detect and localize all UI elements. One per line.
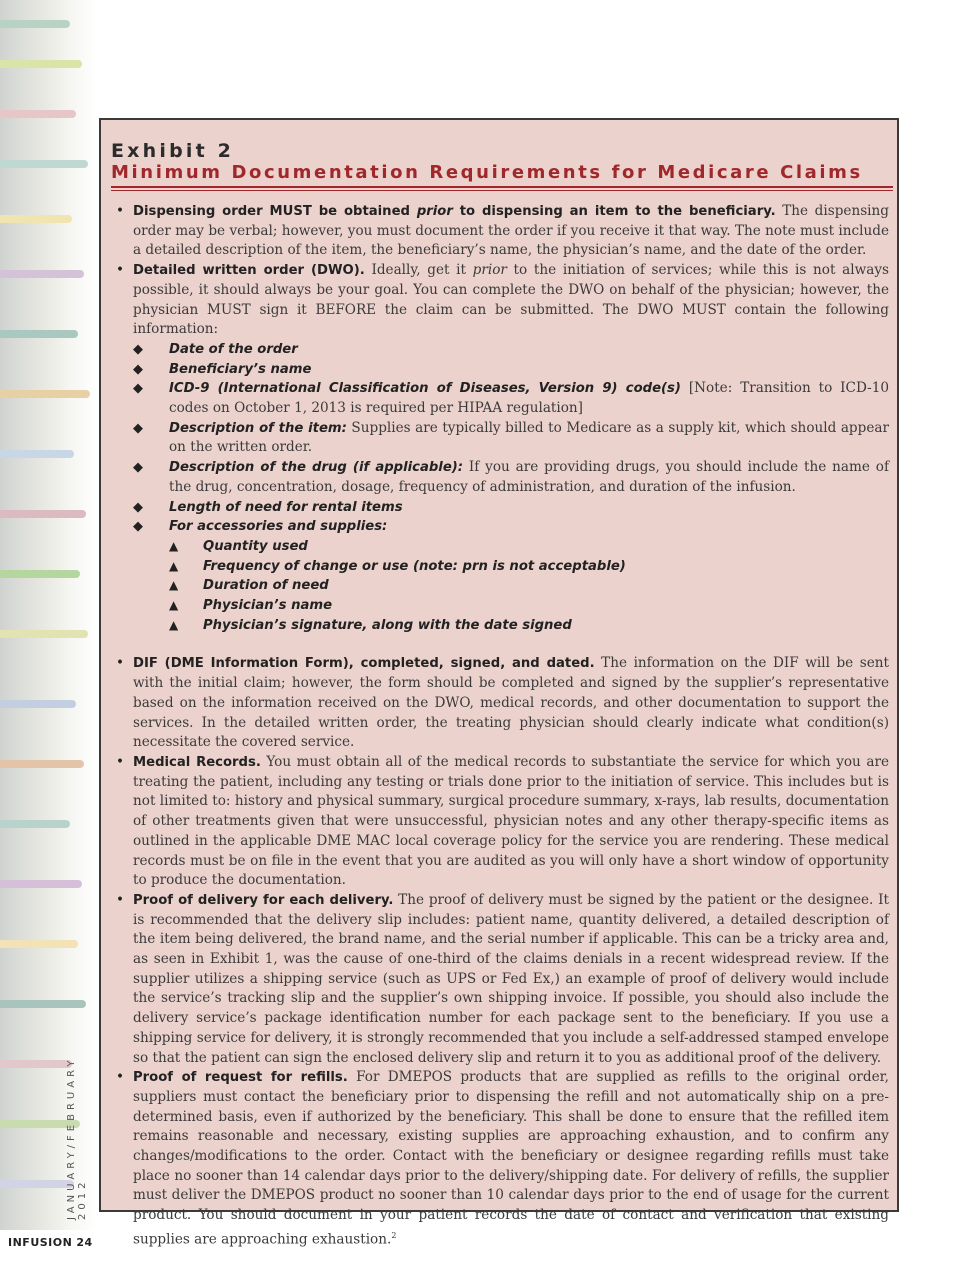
item-lead-emphasis: prior	[416, 204, 453, 219]
item-body: The proof of delivery must be signed by the patient or the designee. It is recommended that the delivery slip includes: patient name, quantity delivered, a detailed description of the item being delivered, the brand name, and the serial number if applicable. This can be a tricky area and, as seen in Exhibit 1, was the cause of one-third of the claims denials in a recent widespread review. If the supplier utilizes a shipping service (such as UPS or Fed Ex,) an example of proof of delivery would include the service’s tracking slip and the supplier’s own shipping invoice. If possible, you should also include the delivery service’s package identification number for each package sent to the beneficiary. If you use a shipping service for delivery, it is strongly recommended that you include a self-addressed stamped envelope so that the patient can sign the enclosed delivery slip and return it to you as additional proof of the delivery.	[133, 891, 890, 1066]
magazine-footer	[8, 1236, 93, 1249]
sub-item-label: ICD-9 (International Classification of Diseases, Version 9) code(s)	[169, 381, 681, 397]
item-body: You must obtain all of the medical records to substantiate the service for which you are treating the patient, including any testing or trials done prior to the initiation of service. This includes but is not limited to: history and physical summary, surgical procedure summary, x-rays, lab results, documentation of other treatments given that were unsuccessful, physician notes and any other therapy-specific items as outlined in the applicable DME MAC local coverage policy for the service you are rendering. These medical records must be on file in the event that you are audited as you will only have a short window of opportunity to produce the documentation.	[133, 753, 889, 889]
item-lead: to dispensing an item to the beneficiary.	[452, 204, 776, 219]
bullet-icon: •	[116, 203, 125, 219]
list-item-dif	[111, 654, 889, 753]
sub-item-label: Length of need for rental items	[169, 499, 403, 515]
item-lead: Detailed written order (DWO).	[133, 263, 365, 279]
item-body: For DMEPOS products that are supplied as refills to the original order, suppliers must contact the beneficiary prior to dispensing the refill and not automatically ship on a pre-determined basis, even if authorized by the beneficiary. This shall be done to ensure that the refilled item remains reasonable and necessary, existing supplies are approaching exhaustion, and to confirm any changes/modifications to the order. Contact with the beneficiary or designee regarding refills must take place no sooner than 14 calendar days prior to the delivery/shipping date. For delivery of refills, the supplier must deliver the DMEPOS product no sooner than 10 calendar days prior to the end of usage for the current product. You should document in your patient records the date of contact and verification that existing supplies are approaching exhaustion.	[133, 1069, 889, 1248]
sub-item-description-item	[111, 419, 889, 458]
sub-item-body: If you are providing drugs, you should include the name of the drug, concentration, dosage, frequency of administration, and duration of the infusion.	[169, 459, 890, 495]
item-lead: DIF (DME Information Form), completed, signed, and dated.	[133, 656, 595, 672]
sub-sub-item-label: Physician’s signature, along with the date signed	[203, 617, 572, 633]
sub-item-label: Beneficiary’s name	[169, 361, 312, 377]
exhibit-box	[99, 118, 899, 1248]
diamond-icon: ◆	[133, 499, 143, 515]
list-item-medical-records	[111, 753, 889, 891]
triangle-icon: ▲	[169, 598, 179, 613]
sub-sub-item-physician	[111, 596, 889, 616]
exhibit-number: Exhibit 2	[111, 140, 235, 162]
diamond-icon: ◆	[133, 341, 143, 357]
item-lead: Proof of request for refills.	[133, 1070, 348, 1086]
item-body: The dispensing order may be verbal; however, you must document the order if you receive it that way. The note must include a detailed description of the item, the beneficiary’s name, the physician’s name, and the date of the order.	[133, 203, 889, 259]
diamond-icon: ◆	[133, 420, 143, 436]
sub-item-length	[111, 498, 889, 518]
sub-item-label: Description of the drug (if applicable):	[169, 460, 464, 476]
item-lead: Dispensing order MUST be obtained	[133, 204, 417, 219]
issue-date: JANUARY/FEBRUARY 2012	[66, 1056, 88, 1220]
item-lead: Medical Records.	[133, 754, 261, 770]
sub-item-date	[111, 340, 889, 360]
item-body: Ideally, get it	[364, 262, 473, 279]
sub-sub-item-duration	[111, 576, 889, 596]
item-body: to the initiation of services; while this is not always possible, it should always be your goal. You can complete the DWO on behalf of the physician; however, the physician MUST sign it BEFORE the claim can be submitted. The DWO MUST contain the following information:	[133, 262, 889, 338]
diamond-icon: ◆	[133, 460, 143, 476]
sub-sub-item-label: Physician’s name	[203, 598, 333, 614]
magazine-name: INFUSION	[8, 1236, 73, 1249]
sub-item-body: [Note: Transition to ICD-10 codes on October 1, 2013 is required per HIPAA regulation]	[169, 380, 889, 417]
triangle-icon: ▲	[169, 578, 179, 593]
sub-sub-item-signature	[111, 616, 889, 636]
diamond-icon: ◆	[133, 519, 143, 535]
sub-sub-item-label: Duration of need	[203, 578, 329, 594]
sub-item-icd	[111, 379, 889, 418]
sub-item-body: Supplies are typically billed to Medicare as a supply kit, which should appear on the written order.	[169, 419, 889, 456]
bullet-icon: •	[116, 753, 125, 770]
bullet-icon: •	[116, 1069, 125, 1086]
diamond-icon: ◆	[133, 361, 143, 377]
sub-item-beneficiary	[111, 360, 889, 380]
sub-item-label: Description of the item:	[169, 420, 347, 436]
diamond-icon: ◆	[133, 381, 143, 397]
exhibit-content	[111, 202, 889, 1250]
bullet-icon: •	[116, 891, 125, 908]
bullet-icon: •	[116, 655, 125, 672]
item-lead: Proof of delivery for each delivery.	[133, 892, 394, 908]
sub-sub-item-label: Frequency of change or use (note: prn is not acceptable)	[203, 558, 626, 574]
sub-item-label: For accessories and supplies:	[169, 519, 388, 535]
page-number: 24	[76, 1236, 93, 1249]
triangle-icon: ▲	[169, 558, 179, 573]
sub-sub-item-label: Quantity used	[203, 538, 308, 554]
item-body-emphasis: prior	[472, 262, 507, 279]
triangle-icon: ▲	[169, 617, 179, 632]
list-item-proof-delivery	[111, 891, 889, 1068]
spacer	[111, 635, 889, 654]
footnote-ref: 2	[391, 1230, 397, 1240]
list-item-dispensing-order	[111, 202, 889, 261]
sub-sub-item-frequency	[111, 557, 889, 577]
title-rule	[111, 186, 893, 188]
list-item-dwo	[111, 261, 889, 340]
triangle-icon: ▲	[169, 538, 179, 553]
bullet-icon: •	[116, 262, 125, 279]
sub-item-label: Date of the order	[169, 341, 298, 357]
exhibit-title: Minimum Documentation Requirements for Medicare Claims	[111, 162, 863, 183]
sub-sub-item-quantity	[111, 537, 889, 557]
title-rule-thin	[111, 190, 893, 191]
item-body: The information on the DIF will be sent with the initial claim; however, the form should be completed and signed by the supplier’s representative based on the information received on the DWO, medical records, and other documentation to support the services. In the detailed written order, the treating physician should clearly indicate what condition(s) necessitate the covered service.	[133, 655, 889, 751]
sub-item-description-drug	[111, 458, 889, 497]
list-item-proof-refills	[111, 1068, 889, 1250]
sub-item-accessories	[111, 517, 889, 537]
